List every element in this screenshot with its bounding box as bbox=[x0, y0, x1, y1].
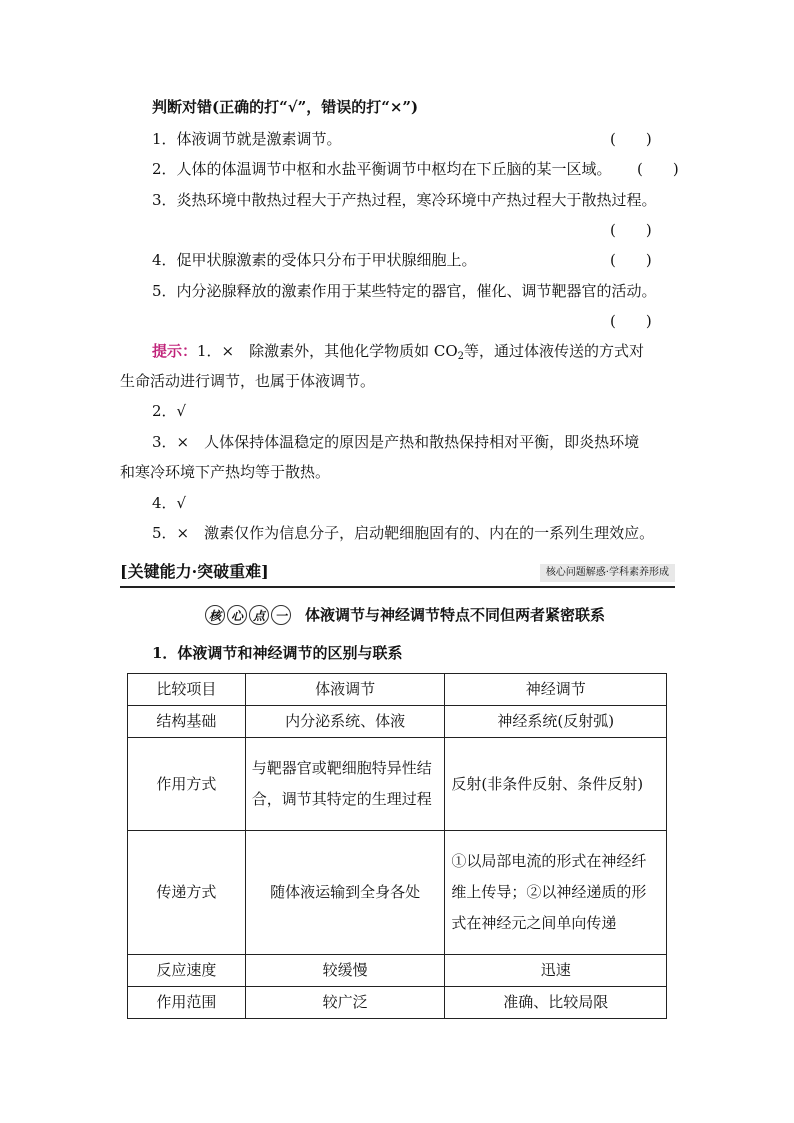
answer-blank-2: ( ) bbox=[637, 160, 679, 178]
judge-item-1: 1．体液调节就是激素调节。 bbox=[152, 130, 342, 148]
neural-cell: ①以局部电流的形式在神经纤维上传导；②以神经递质的形式在神经元之间单向传递 bbox=[445, 831, 667, 955]
humoral-cell: 随体液运输到全身各处 bbox=[245, 831, 445, 955]
answer-blank-3: ( ) bbox=[610, 221, 652, 239]
tip-1-continued: 生命活动进行调节，也属于体液调节。 bbox=[120, 372, 376, 390]
row-item: 传递方式 bbox=[128, 831, 246, 955]
humoral-cell: 较缓慢 bbox=[245, 955, 445, 987]
tip-2: 2．√ bbox=[152, 402, 187, 420]
section-title: [关键能力·突破重难] bbox=[120, 562, 269, 581]
tip-3: 3．× 人体保持体温稳定的原因是产热和散热保持相对平衡，即炎热环境 bbox=[152, 433, 640, 451]
row-item: 作用范围 bbox=[128, 987, 246, 1019]
subheading: 1．体液调节和神经调节的区别与联系 bbox=[152, 644, 403, 662]
judge-item-2: 2．人体的体温调节中枢和水盐平衡调节中枢均在下丘脑的某一区域。 bbox=[152, 160, 612, 178]
neural-cell: 准确、比较局限 bbox=[445, 987, 667, 1019]
badge-char: 点 bbox=[249, 605, 269, 625]
judge-item-5: 5．内分泌腺释放的激素作用于某些特定的器官，催化、调节靶器官的活动。 bbox=[152, 282, 657, 300]
humoral-cell: 较广泛 bbox=[245, 987, 445, 1019]
core-point-badge bbox=[205, 604, 293, 626]
humoral-cell: 与靶器官或靶细胞特异性结合，调节其特定的生理过程 bbox=[245, 738, 445, 831]
table-row bbox=[128, 831, 667, 955]
tip-5: 5．× 激素仅作为信息分子，启动靶细胞固有的、内在的一系列生理效应。 bbox=[152, 524, 655, 542]
row-item: 作用方式 bbox=[128, 738, 246, 831]
row-item: 结构基础 bbox=[128, 706, 246, 738]
answer-blank-4: ( ) bbox=[610, 251, 652, 269]
answer-blank-1: ( ) bbox=[610, 130, 652, 148]
neural-cell: 迅速 bbox=[445, 955, 667, 987]
table-row bbox=[128, 738, 667, 831]
judge-heading: 判断对错(正确的打“√”，错误的打“×”) bbox=[152, 98, 419, 116]
humoral-cell: 内分泌系统、体液 bbox=[245, 706, 445, 738]
tip-3-continued: 和寒冷环境下产热均等于散热。 bbox=[120, 463, 331, 481]
row-item: 反应速度 bbox=[128, 955, 246, 987]
neural-cell: 神经系统(反射弧) bbox=[445, 706, 667, 738]
header-cell: 体液调节 bbox=[245, 674, 445, 706]
header-cell: 神经调节 bbox=[445, 674, 667, 706]
section-tag: 核心问题解惑·学科素养形成 bbox=[540, 564, 675, 582]
tip-1: 提示：1．× 除激素外，其他化学物质如 $CO_2$等，通过体液传送的方式对 bbox=[152, 342, 645, 362]
table-row bbox=[128, 706, 667, 738]
tip-label: 提示： bbox=[152, 342, 198, 360]
core-point-title: 体液调节与神经调节特点不同但两者紧密联系 bbox=[305, 606, 606, 624]
table-row bbox=[128, 955, 667, 987]
table-header-row bbox=[128, 674, 667, 706]
badge-char: 心 bbox=[227, 605, 247, 625]
section-header bbox=[120, 560, 675, 588]
header-cell: 比较项目 bbox=[128, 674, 246, 706]
badge-char: 核 bbox=[205, 605, 225, 625]
badge-char: 一 bbox=[271, 605, 291, 625]
judge-item-4: 4．促甲状腺激素的受体只分布于甲状腺细胞上。 bbox=[152, 251, 477, 269]
neural-cell: 反射(非条件反射、条件反射) bbox=[445, 738, 667, 831]
comparison-table bbox=[127, 673, 667, 1019]
table-row bbox=[128, 987, 667, 1019]
answer-blank-5: ( ) bbox=[610, 312, 652, 330]
judge-item-3: 3．炎热环境中散热过程大于产热过程，寒冷环境中产热过程大于散热过程。 bbox=[152, 191, 657, 209]
tip-4: 4．√ bbox=[152, 494, 187, 512]
